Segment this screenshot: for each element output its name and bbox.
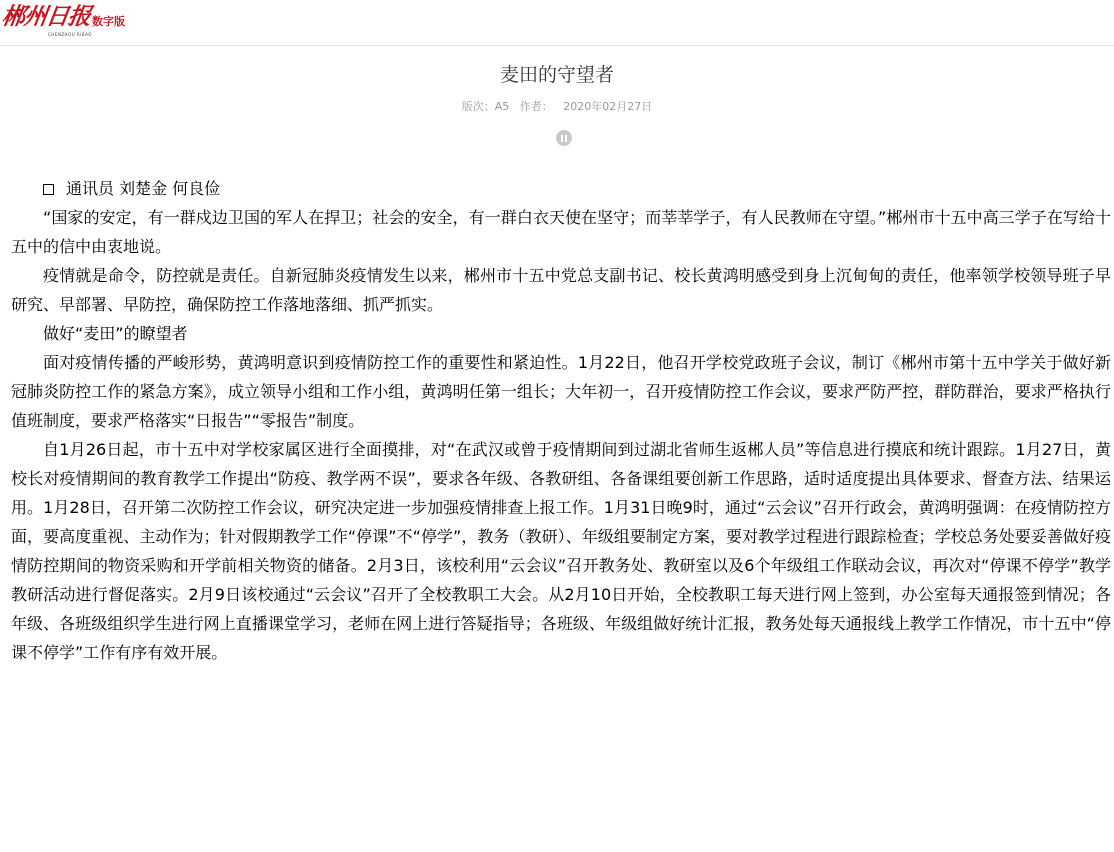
pause-icon bbox=[561, 135, 563, 142]
square-icon bbox=[43, 184, 54, 195]
paragraph: 自1月26日起，市十五中对学校家属区进行全面摸排，对“在武汉或曾于疫情期间到过湖北省师生返郴人员”等信息进行摸底和统计跟踪。1月27日，黄校长对疫情期间的教育教学工作提出“防疫、教学两不误”，要求各年级、各教研组、各备课组要创新工作思路，适时适度提出具体要求、督查方法、结果运用。1月28日，召开第二次防控工作会议，研究决定进一步加强疫情排查上报工作。1月31日晚9时，通过“云会议”召开行政会，黄鸿明强调：在疫情防控方面，要高度重视、主动作为；针对假期教学工作“停课”不“停学”，教务（教研）、年级组要制定方案，要对教学过程进行跟踪检查；学校总务处要妥善做好疫情防控期间的物资采购和开学前相关物资的储备。2月3日，该校利用“云会议”召开教务处、教研室以及6个年级组工作联动会议，再次对“停课不停学”教学教研活动进行督促落实。2月9日该校通过“云会议”召开了全校教职工大会。从2月10日开始，全校教职工每天进行网上签到，办公室每天通报签到情况；各年级、各班级组织学生进行网上直播课堂学习，老师在网上进行答疑指导；各班级、年级组做好统计汇报，教务处每天通报线上教学工作情况，市十五中“停课不停学”工作有序有效开展。 bbox=[11, 440, 1111, 662]
logo-en: CHENZHOU RIBAO bbox=[48, 32, 92, 37]
paragraph: 面对疫情传播的严峻形势，黄鸿明意识到疫情防控工作的重要性和紧迫性。1月22日，他召开学校党政班子会议，制订《郴州市第十五中学关于做好新冠肺炎防控工作的紧急方案》，成立领导小组和工作小组，黄鸿明任第一组长；大年初一，召开疫情防控工作会议，要求严防严控，群防群治，要求严格执行值班制度，要求严格落实“日报告”“零报告”制度。 bbox=[11, 353, 1111, 430]
audio-pause-button[interactable] bbox=[556, 130, 572, 146]
article-meta: 版次：A5 作者： 2020年02月27日 bbox=[461, 100, 653, 113]
paragraph: 疫情就是命令，防控就是责任。自新冠肺炎疫情发生以来，郴州市十五中党总支副书记、校长黄鸿明感受到身上沉甸甸的责任，他率领学校领导班子早研究、早部署、早防控，确保防控工作落地落细、抓严抓实。 bbox=[11, 266, 1111, 314]
logo-text: 郴州日报 bbox=[0, 3, 92, 30]
article-title: 麦田的守望者 bbox=[499, 64, 614, 86]
byline bbox=[11, 174, 1111, 203]
logo-tag: 数字版 bbox=[92, 15, 125, 28]
site-logo[interactable] bbox=[2, 4, 125, 44]
section-heading: 做好“麦田”的瞭望者 bbox=[43, 324, 188, 343]
site-header bbox=[0, 0, 1114, 46]
article-body bbox=[11, 174, 1111, 667]
paragraph: “国家的安定，有一群戍边卫国的军人在捍卫；社会的安全，有一群白衣天使在坚守；而莘莘学子，有人民教师在守望。”郴州市十五中高三学子在写给十五中的信中由衷地说。 bbox=[11, 208, 1111, 256]
byline-text: 通讯员 刘楚金 何良俭 bbox=[66, 179, 221, 198]
